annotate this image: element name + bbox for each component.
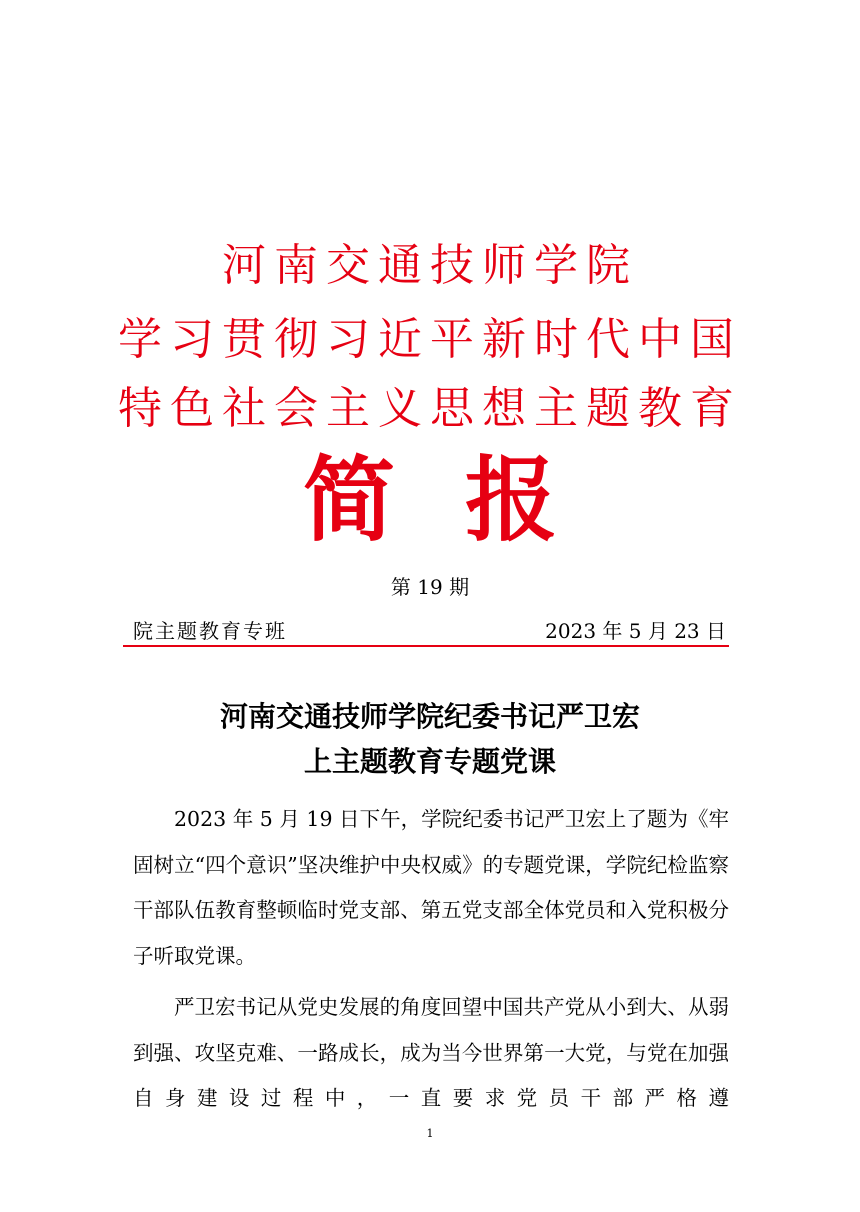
page-number: 1 <box>426 1127 434 1140</box>
masthead-bulletin-char-2: 报 <box>465 446 558 554</box>
article-body <box>133 797 729 1122</box>
article-title-line-1: 河南交通技师学院纪委书记严卫宏 <box>219 700 640 733</box>
masthead-bulletin-char-1: 简 <box>302 446 395 554</box>
masthead-subtitle-line-2: 特色社会主义思想主题教育 <box>118 383 742 434</box>
header-divider <box>123 645 729 647</box>
article-paragraph: 严卫宏书记从党史发展的角度回望中国共产党从小到大、从弱到强、攻坚克难、一路成长，成为当今世界第一大党，与党在加强自身建设过程中，一直要求党员干部严格遵 <box>133 995 729 1110</box>
masthead-subtitle-line-1: 学习贯彻习近平新时代中国 <box>118 314 742 365</box>
masthead-institution: 河南交通技师学院 <box>222 240 638 291</box>
issue-date: 2023 年 5 月 23 日 <box>545 619 726 643</box>
issue-number: 第 19 期 <box>390 575 470 599</box>
article-title-line-2: 上主题教育专题党课 <box>303 745 556 778</box>
article-paragraph: 2023 年 5 月 19 日下午，学院纪委书记严卫宏上了题为《牢固树立“四个意识”坚决维护中央权威》的专题党课，学院纪检监察干部队伍教育整顿临时党支部、第五党支部全体党员和入党积极分子听取党课。 <box>133 807 729 968</box>
masthead-bulletin-title <box>0 440 860 560</box>
issuing-office: 院主题教育专班 <box>133 619 287 643</box>
